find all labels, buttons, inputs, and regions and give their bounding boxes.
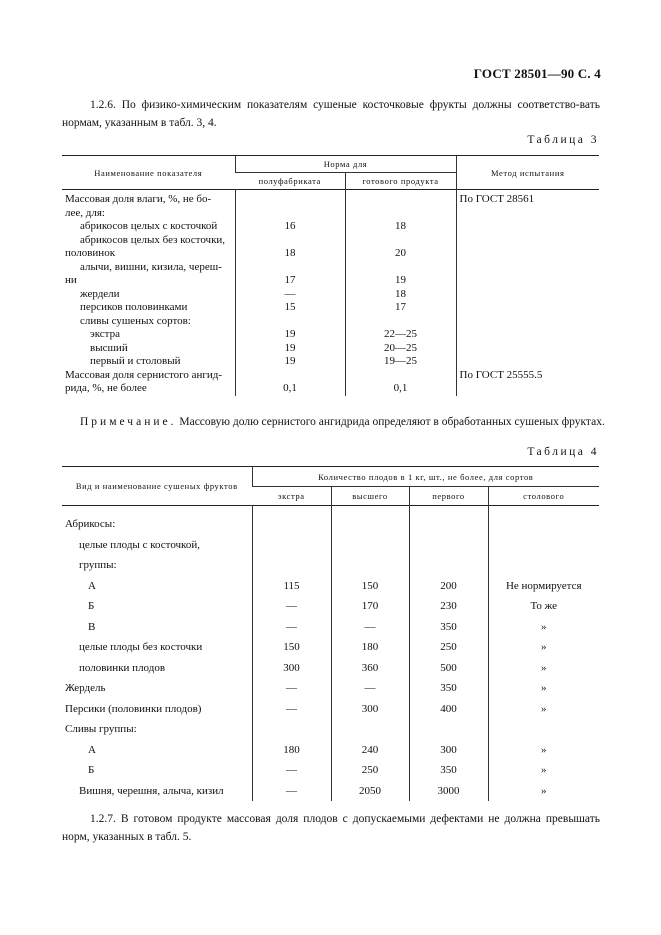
table-3-cell-method bbox=[456, 220, 599, 234]
table-3-cell-method bbox=[456, 288, 599, 302]
table-4-cell-table: То же bbox=[488, 596, 599, 617]
table-4-cell-table bbox=[488, 506, 599, 535]
table-3-row bbox=[62, 328, 599, 342]
table-4-cell-extra: — bbox=[252, 699, 331, 720]
table-4-caption: Таблица 4 bbox=[527, 446, 599, 458]
table-3-col-method: Метод испытания bbox=[456, 156, 599, 190]
table-4-cell-first: 500 bbox=[409, 658, 488, 679]
table-3-row bbox=[62, 301, 599, 315]
table-4-row bbox=[62, 637, 599, 658]
table-4-cell-table: » bbox=[488, 678, 599, 699]
table-3-cell-name: Массовая доля сернистого ангид- bbox=[65, 368, 223, 381]
table-4-col-table: столового bbox=[488, 487, 599, 506]
table-3-cell-semi bbox=[235, 369, 345, 383]
table-3-cell-ready: 19—25 bbox=[345, 355, 456, 369]
table-3-col-semi: полуфабриката bbox=[258, 176, 321, 186]
table-4 bbox=[62, 466, 599, 801]
table-4-cell-high: 360 bbox=[331, 658, 409, 679]
table-4-cell-name: группы: bbox=[79, 559, 117, 572]
table-3-cell-method bbox=[456, 261, 599, 275]
table-4-cell-table: » bbox=[488, 781, 599, 802]
note-label: Примечание. bbox=[80, 416, 177, 428]
table-4-cell-first bbox=[409, 535, 488, 556]
table-3-cell-ready: 20 bbox=[345, 247, 456, 261]
table-3-row bbox=[62, 369, 599, 383]
table-4-cell-table: » bbox=[488, 760, 599, 781]
table-4-cell-table: » bbox=[488, 637, 599, 658]
table-3-caption: Таблица 3 bbox=[527, 134, 599, 146]
table-3-cell-name: алычи, вишни, кизила, череш- bbox=[80, 260, 222, 273]
table-4-cell-extra: 180 bbox=[252, 740, 331, 761]
table-4-row bbox=[62, 576, 599, 597]
table-3-cell-method bbox=[456, 207, 599, 221]
table-4-row bbox=[62, 506, 599, 535]
table-4-cell-high: 2050 bbox=[331, 781, 409, 802]
table-3-cell-semi bbox=[235, 261, 345, 275]
table-3-cell-name: Массовая доля влаги, %, не бо- bbox=[65, 193, 212, 205]
table-3-cell-ready: 22—25 bbox=[345, 328, 456, 342]
table-4-cell-high: 300 bbox=[331, 699, 409, 720]
table-3-cell-method bbox=[456, 301, 599, 315]
page-header: ГОСТ 28501—90 С. 4 bbox=[473, 66, 601, 81]
table-4-cell-table bbox=[488, 535, 599, 556]
table-4-cell-table bbox=[488, 719, 599, 740]
table-4-col-name: Вид и наименование сушеных фруктов bbox=[75, 481, 238, 491]
table-4-cell-table: Не нормируется bbox=[488, 576, 599, 597]
table-4-cell-name: Жердель bbox=[65, 682, 106, 695]
table-4-row bbox=[62, 535, 599, 556]
table-4-cell-high bbox=[331, 535, 409, 556]
table-4-cell-name: Сливы группы: bbox=[65, 723, 137, 736]
table-3-cell-semi bbox=[235, 190, 345, 207]
table-4-row bbox=[62, 596, 599, 617]
table-4-cell-table: » bbox=[488, 740, 599, 761]
table-4-cell-name: Б bbox=[88, 600, 95, 613]
table-3-cell-name: персиков половинками bbox=[80, 301, 188, 313]
table-4-row bbox=[62, 699, 599, 720]
table-3-row bbox=[62, 355, 599, 369]
table-3-cell-semi: 18 bbox=[235, 247, 345, 261]
table-3-cell-semi: 19 bbox=[235, 342, 345, 356]
table-4-cell-extra bbox=[252, 535, 331, 556]
table-4-cell-name: половинки плодов bbox=[79, 661, 166, 674]
table-3-cell-method bbox=[456, 274, 599, 288]
table-3-cell-method bbox=[456, 315, 599, 329]
table-3-cell-ready: 19 bbox=[345, 274, 456, 288]
table-3-cell-name: жердели bbox=[80, 287, 120, 300]
table-4-cell-first bbox=[409, 506, 488, 535]
table-4-row bbox=[62, 760, 599, 781]
table-3-body bbox=[62, 190, 599, 396]
table-4-col-high: высшего bbox=[331, 487, 409, 506]
table-4-col-extra: экстра bbox=[277, 491, 305, 501]
table-4-row bbox=[62, 658, 599, 679]
table-3-cell-method bbox=[456, 382, 599, 396]
table-3-cell-semi: 15 bbox=[235, 301, 345, 315]
table-4-cell-first bbox=[409, 555, 488, 576]
table-4-cell-high: 250 bbox=[331, 760, 409, 781]
table-4-cell-high bbox=[331, 506, 409, 535]
table-4-cell-name: Б bbox=[88, 764, 95, 777]
table-3-row bbox=[62, 382, 599, 396]
table-4-cell-first: 230 bbox=[409, 596, 488, 617]
table-3-cell-name: рида, %, не более bbox=[65, 382, 147, 394]
table-4-cell-name: Персики (половинки плодов) bbox=[65, 702, 202, 715]
table-3-cell-method: По ГОСТ 28561 bbox=[456, 190, 599, 207]
table-4-cell-extra bbox=[252, 555, 331, 576]
table-3-row bbox=[62, 315, 599, 329]
table-3-cell-ready: 18 bbox=[345, 288, 456, 302]
table-3-cell-name: первый и столовый bbox=[90, 355, 181, 367]
table-4-cell-name: целые плоды без косточки bbox=[79, 641, 203, 654]
table-4-cell-first: 250 bbox=[409, 637, 488, 658]
table-4-cell-high: — bbox=[331, 617, 409, 638]
note bbox=[80, 416, 605, 428]
table-4-cell-name: А bbox=[88, 579, 96, 592]
table-4-cell-first: 350 bbox=[409, 760, 488, 781]
table-4-col-qty: Количество плодов в 1 кг, шт., не более, для сортов bbox=[252, 467, 599, 487]
table-4-body bbox=[62, 506, 599, 802]
table-4-row bbox=[62, 781, 599, 802]
table-4-row bbox=[62, 555, 599, 576]
table-3-cell-name: абрикосов целых с косточкой bbox=[80, 220, 218, 232]
table-3-cell-semi: 16 bbox=[235, 220, 345, 234]
table-4-cell-extra: — bbox=[252, 617, 331, 638]
table-3-cell-semi bbox=[235, 315, 345, 329]
table-4-cell-table: » bbox=[488, 658, 599, 679]
table-3-cell-ready: 0,1 bbox=[345, 382, 456, 396]
table-3-cell-name: сливы сушеных сортов: bbox=[80, 314, 191, 327]
table-4-col-first: первого bbox=[409, 487, 488, 506]
table-3-cell-method bbox=[456, 342, 599, 356]
table-3-row bbox=[62, 288, 599, 302]
note-text: Массовую долю сернистого ангидрида определяют в обработанных сушеных фруктах. bbox=[179, 416, 605, 428]
table-4-cell-high: 150 bbox=[331, 576, 409, 597]
table-3-cell-name: лее, для: bbox=[65, 206, 105, 219]
table-3 bbox=[62, 155, 599, 396]
table-3-row bbox=[62, 207, 599, 221]
table-3-cell-method: По ГОСТ 25555.5 bbox=[456, 369, 599, 383]
table-3-cell-name: экстра bbox=[90, 328, 120, 340]
table-3-cell-ready bbox=[345, 207, 456, 221]
table-3-cell-name: абрикосов целых без косточки, bbox=[80, 233, 226, 246]
table-3-cell-semi bbox=[235, 234, 345, 248]
table-3-cell-method bbox=[456, 328, 599, 342]
table-3-cell-semi: — bbox=[235, 288, 345, 302]
table-3-row bbox=[62, 220, 599, 234]
table-4-cell-extra: — bbox=[252, 596, 331, 617]
table-4-cell-first: 350 bbox=[409, 617, 488, 638]
table-3-cell-method bbox=[456, 247, 599, 261]
table-4-cell-name: В bbox=[88, 620, 96, 633]
table-3-cell-ready bbox=[345, 369, 456, 383]
paragraph-1-2-6-text: 1.2.6. По физико-химическим показателям сушеные косточковые фрукты должны соответство-вать нормам, указанным в табл. 3, 4. bbox=[62, 99, 600, 129]
table-4-cell-high: 240 bbox=[331, 740, 409, 761]
table-4-cell-extra: — bbox=[252, 760, 331, 781]
table-3-cell-method bbox=[456, 355, 599, 369]
table-3-cell-ready: 18 bbox=[345, 220, 456, 234]
table-3-cell-semi bbox=[235, 207, 345, 221]
table-4-cell-table: » bbox=[488, 699, 599, 720]
table-3-row bbox=[62, 247, 599, 261]
table-4-cell-first bbox=[409, 719, 488, 740]
table-4-cell-high bbox=[331, 719, 409, 740]
table-3-cell-method bbox=[456, 234, 599, 248]
table-3-row bbox=[62, 274, 599, 288]
table-3-cell-ready bbox=[345, 315, 456, 329]
table-4-cell-high: 180 bbox=[331, 637, 409, 658]
table-4-cell-name: Абрикосы: bbox=[65, 518, 116, 531]
table-3-row bbox=[62, 342, 599, 356]
table-3-cell-name: ни bbox=[65, 274, 77, 286]
table-3-col-norm: Норма для bbox=[235, 156, 456, 173]
table-4-cell-first: 300 bbox=[409, 740, 488, 761]
table-4-cell-extra bbox=[252, 506, 331, 535]
paragraph-1-2-7 bbox=[62, 810, 600, 846]
table-3-cell-ready bbox=[345, 234, 456, 248]
paragraph-1-2-6 bbox=[62, 96, 600, 132]
table-3-cell-semi: 17 bbox=[235, 274, 345, 288]
table-4-cell-extra: 115 bbox=[252, 576, 331, 597]
table-3-cell-name: половинок bbox=[65, 247, 116, 259]
table-3-cell-ready bbox=[345, 190, 456, 207]
table-4-cell-name: А bbox=[88, 743, 96, 756]
table-4-cell-extra: 150 bbox=[252, 637, 331, 658]
table-3-cell-name: высший bbox=[90, 341, 128, 354]
table-4-cell-high: — bbox=[331, 678, 409, 699]
table-4-row bbox=[62, 719, 599, 740]
table-3-col-name: Наименование показателя bbox=[94, 167, 203, 178]
table-4-cell-first: 200 bbox=[409, 576, 488, 597]
table-3-cell-ready bbox=[345, 261, 456, 275]
table-4-cell-extra: — bbox=[252, 678, 331, 699]
table-3-row bbox=[62, 261, 599, 275]
table-3-col-ready: готового продукта bbox=[345, 173, 456, 190]
table-4-cell-first: 350 bbox=[409, 678, 488, 699]
table-4-cell-high bbox=[331, 555, 409, 576]
table-4-row bbox=[62, 740, 599, 761]
table-4-cell-name: целые плоды с косточкой, bbox=[79, 538, 200, 551]
table-4-row bbox=[62, 678, 599, 699]
table-3-cell-semi: 19 bbox=[235, 328, 345, 342]
paragraph-1-2-7-text: 1.2.7. В готовом продукте массовая доля плодов с допускаемыми дефектами не должна превышать норм, указанных в табл. 5. bbox=[62, 813, 600, 843]
table-3-cell-ready: 20—25 bbox=[345, 342, 456, 356]
table-4-cell-extra: — bbox=[252, 781, 331, 802]
table-3-cell-semi: 19 bbox=[235, 355, 345, 369]
table-3-row bbox=[62, 190, 599, 207]
table-3-cell-semi: 0,1 bbox=[235, 382, 345, 396]
table-4-cell-name: Вишня, черешня, алыча, кизил bbox=[79, 784, 224, 797]
table-3-row bbox=[62, 234, 599, 248]
table-3-cell-ready: 17 bbox=[345, 301, 456, 315]
table-4-cell-table: » bbox=[488, 617, 599, 638]
table-4-cell-first: 3000 bbox=[409, 781, 488, 802]
table-4-cell-extra bbox=[252, 719, 331, 740]
table-4-cell-high: 170 bbox=[331, 596, 409, 617]
table-4-cell-table bbox=[488, 555, 599, 576]
table-4-cell-extra: 300 bbox=[252, 658, 331, 679]
table-4-row bbox=[62, 617, 599, 638]
table-4-cell-first: 400 bbox=[409, 699, 488, 720]
